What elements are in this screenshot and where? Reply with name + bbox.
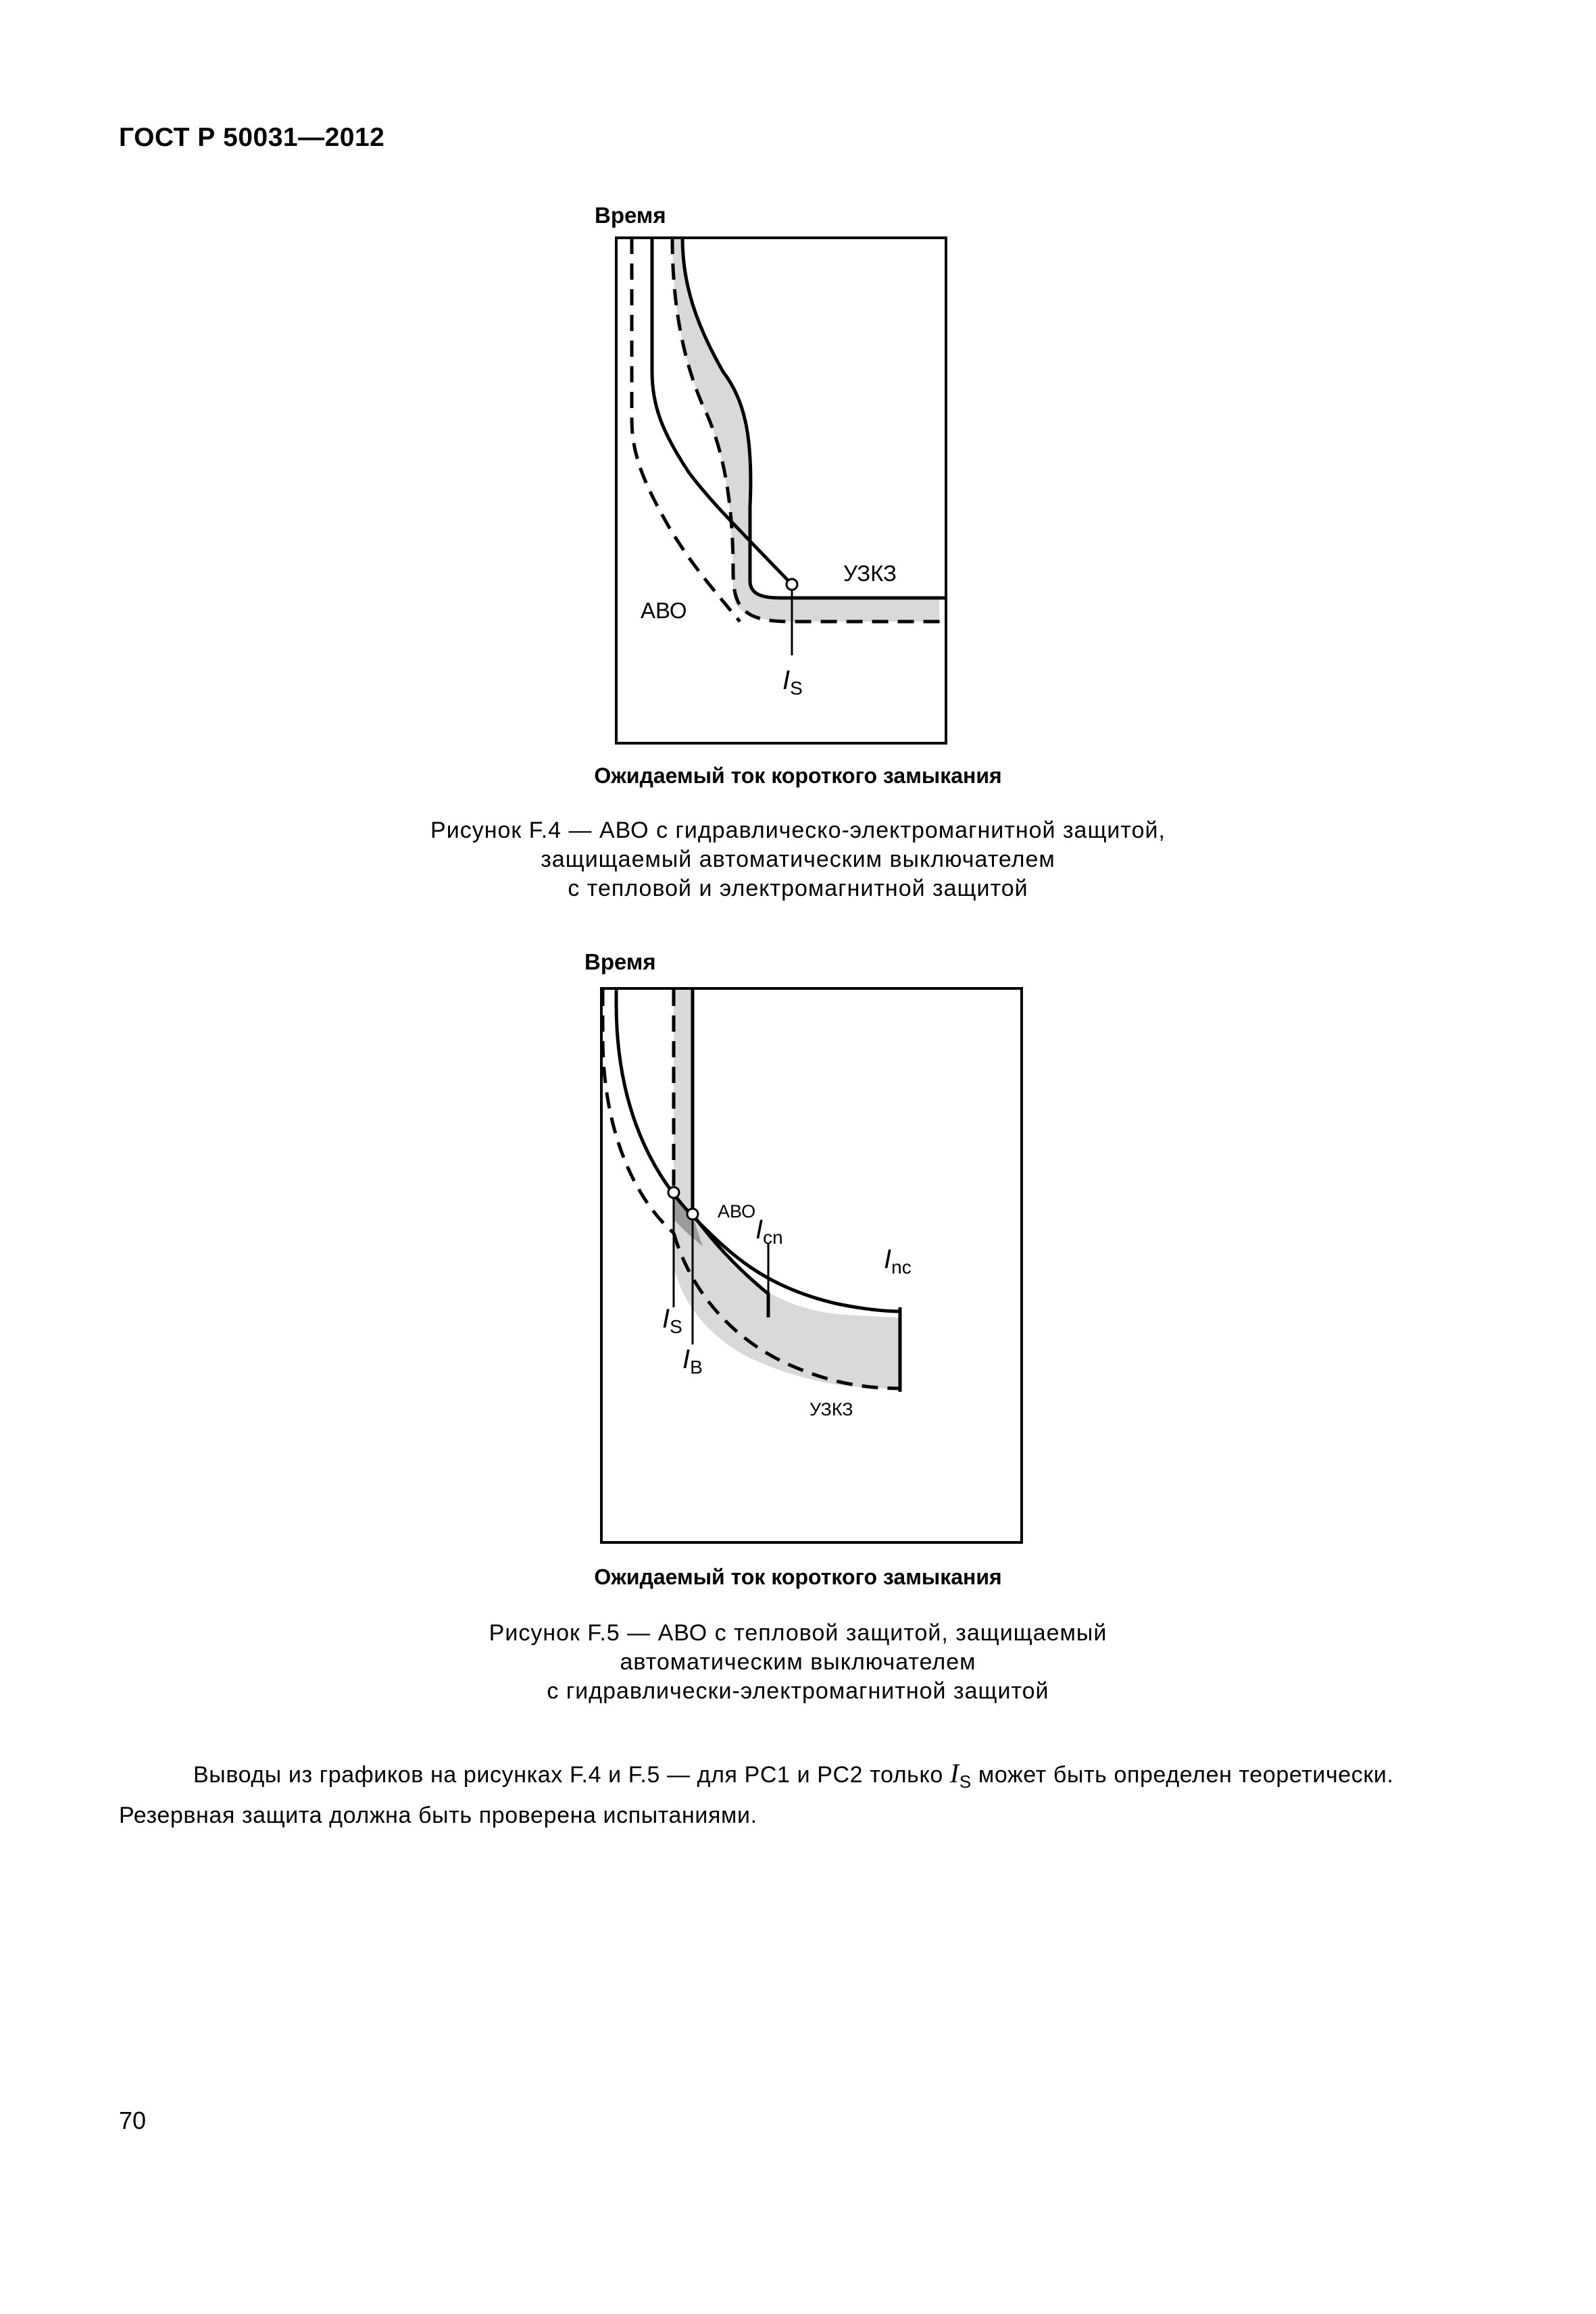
fig4-label-is (782, 665, 803, 699)
fig4-label-uzkz: УЗКЗ (843, 561, 897, 586)
fig5-label-is-main: I (662, 1304, 670, 1334)
fig4-caption-line: защищаемый автоматическим выключателем (541, 847, 1055, 872)
fig5-uzkz-band (674, 990, 903, 1388)
fig5-abo-solid-curve (616, 990, 900, 1311)
conclusion-part1: Выводы из графиков на рисунках F.4 и F.5 — для PC1 и PC2 только (193, 1762, 943, 1788)
fig5-y-axis-label: Время (584, 949, 656, 974)
fig4-label-is-main: I (782, 665, 791, 695)
fig5-label-inc-main: I (884, 1244, 892, 1274)
conclusion-symbol-main: I (949, 1758, 959, 1788)
fig5-label-inc (884, 1244, 912, 1278)
page-number: 70 (119, 2107, 147, 2134)
fig5-is-point (668, 1187, 679, 1198)
conclusion-part2: может быть определен теоретически. (978, 1762, 1394, 1788)
fig5-label-is-sub: S (670, 1316, 682, 1337)
fig5-caption-line: автоматическим выключателем (620, 1649, 976, 1675)
fig5-abo-dashed-curve (603, 990, 674, 1233)
fig5-label-abo: АВО (718, 1201, 756, 1222)
fig5-label-icn (755, 1215, 783, 1248)
fig4-is-point (787, 579, 797, 590)
fig5-label-ib-main: I (682, 1344, 691, 1374)
fig5-label-ib (682, 1344, 703, 1378)
fig4-caption-line: с тепловой и электромагнитной защитой (568, 876, 1028, 901)
fig5-caption (0, 1619, 1596, 1706)
fig4-plot-frame (616, 238, 946, 743)
fig5-label-icn-sub: cn (763, 1227, 783, 1248)
fig4-caption-line: Рисунок F.4 — АВО с гидравлическо-электромагнитной защитой, (430, 818, 1166, 843)
fig4-y-axis-label: Время (595, 203, 666, 228)
conclusion-paragraph (119, 1757, 1484, 1832)
fig5-label-inc-sub: nc (891, 1257, 912, 1278)
figure-f4-diagram (608, 230, 959, 757)
fig5-label-is (662, 1304, 682, 1337)
fig5-label-icn-main: I (755, 1215, 764, 1244)
fig4-label-abo: АВО (641, 598, 687, 623)
conclusion-symbol-sub: S (959, 1771, 972, 1792)
fig5-caption-line: Рисунок F.5 — АВО с тепловой защитой, защищаемый (489, 1620, 1107, 1646)
conclusion-line-2: Резервная защита должна быть проверена испытаниями. (119, 1803, 757, 1828)
fig5-ib-point (687, 1209, 698, 1219)
figure-f5-diagram (595, 976, 1027, 1557)
fig5-caption-line: с гидравлически-электромагнитной защитой (547, 1678, 1049, 1704)
conclusion-symbol (949, 1758, 972, 1792)
standard-designation: ГОСТ Р 50031—2012 (119, 123, 385, 152)
fig5-label-ib-sub: B (690, 1357, 703, 1378)
fig4-uzkz-band (672, 236, 939, 622)
fig5-x-axis-label: Ожидаемый ток короткого замыкания (594, 1565, 1002, 1589)
conclusion-line-1 (119, 1757, 1484, 1799)
fig4-x-axis-label: Ожидаемый ток короткого замыкания (594, 763, 1002, 788)
fig5-label-uzkz: УЗКЗ (809, 1399, 853, 1419)
fig4-caption (0, 816, 1596, 903)
fig4-label-is-sub: S (790, 678, 803, 699)
fig5-plot-frame (601, 988, 1022, 1542)
